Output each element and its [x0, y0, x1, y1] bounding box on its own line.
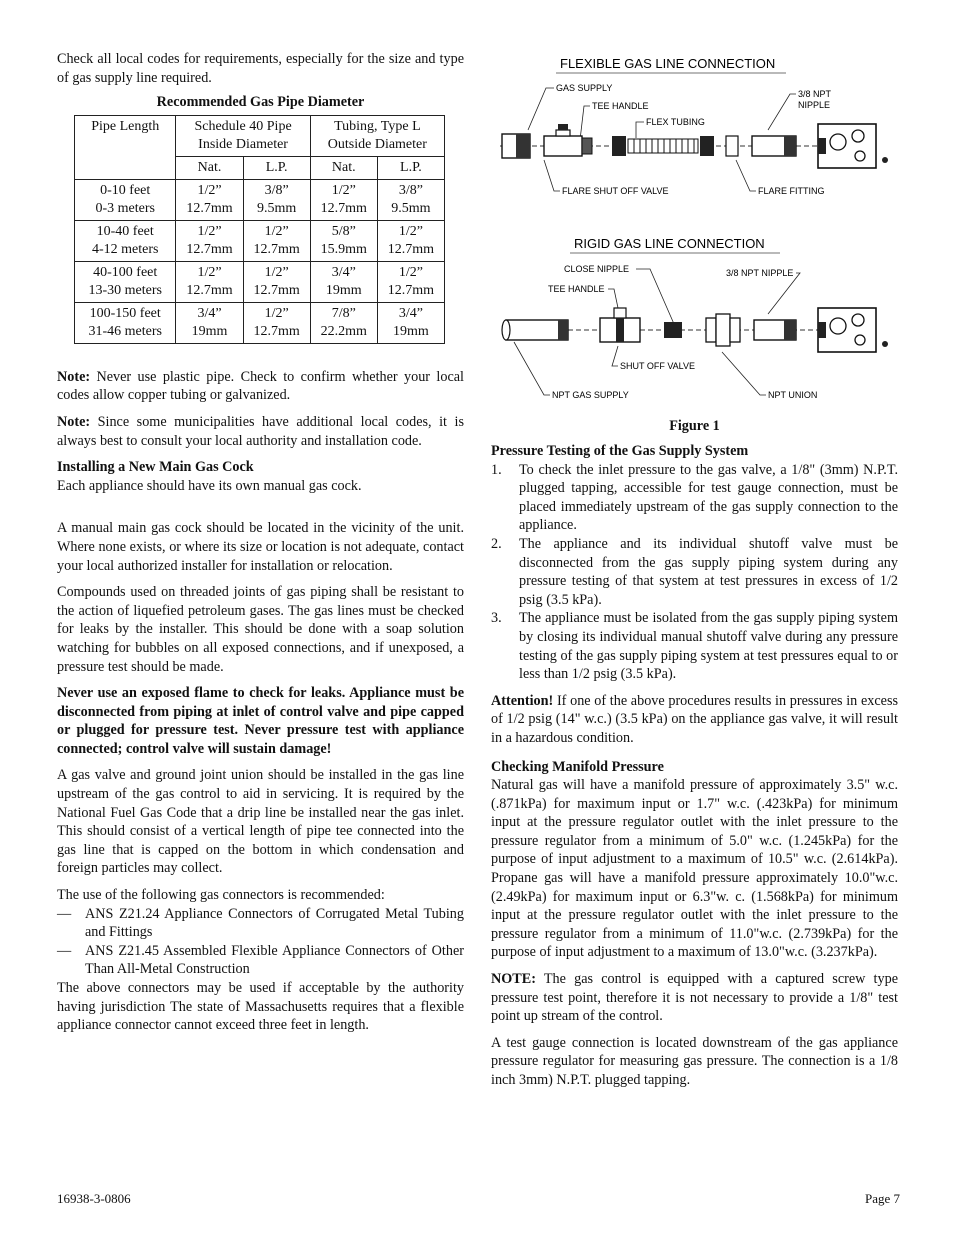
table-cell: 1/2” 12.7mm	[176, 179, 243, 220]
table-cell: 1/2” 12.7mm	[243, 261, 310, 302]
subheader-cell: L.P.	[243, 156, 310, 179]
table-cell: 1/2” 12.7mm	[243, 220, 310, 261]
gas-valve-paragraph: A gas valve and ground joint union should be installed in the gas line upstream of the gas control to aid in servicing. It is required by the National Fuel Gas Code that a drip line be installed near the gas inlet. This should consist of a vertical length of pipe tee connected into the gas line that is capped on the bottom in which condensation and foreign particles may collect.	[57, 767, 464, 877]
header-pipe-length: Pipe Length	[75, 115, 176, 179]
figure-1	[500, 52, 900, 412]
pressure-testing-heading: Pressure Testing of the Gas Supply System	[491, 443, 749, 459]
note-plastic-pipe: Note: Never use plastic pipe. Check to confirm whether your local codes allow copper tubing or galvanized.	[57, 368, 464, 404]
table-row	[75, 302, 445, 343]
subheader-cell: Nat.	[310, 156, 377, 179]
label-flare-shutoff: FLARE SHUT OFF VALVE	[562, 186, 669, 196]
manual-gas-cock-paragraph: A manual main gas cock should be located in the vicinity of the unit. Where none exists, or where its size or location is not adequate, contact your local authorized installer for installation or relocation.	[57, 520, 464, 574]
table-cell: 1/2” 12.7mm	[377, 261, 444, 302]
label-flex-tubing: FLEX TUBING	[646, 117, 705, 127]
table-cell: 3/8” 9.5mm	[377, 179, 444, 220]
pipe-length-cell: 10-40 feet 4-12 meters	[75, 220, 176, 261]
table-cell: 3/4” 19mm	[176, 302, 243, 343]
list-item: 3. The appliance must be isolated from the gas supply piping system by closing its individual manual shutoff valve during any pressure testing of the gas supply piping system at test pressures equal to or less than 1/2 psig (3.5 kPa).	[491, 610, 898, 683]
pipe-length-cell: 100-150 feet 31-46 meters	[75, 302, 176, 343]
connectors-intro: The use of the following gas connectors is recommended:	[57, 887, 385, 904]
document-number: 16938-3-0806	[57, 1191, 131, 1206]
table-header-row	[75, 115, 445, 156]
table-cell: 7/8” 22.2mm	[310, 302, 377, 343]
compounds-paragraph: Compounds used on threaded joints of gas piping shall be resistant to the action of liquefied petroleum gases. The gas lines must be checked for leaks by the installer. This should be done with a soap solution watching for bubbles on all exposed connections, and if unexposed, a pressure test should be made.	[57, 584, 464, 675]
note-local-codes: Note: Since some municipalities have additional local codes, it is always best to consult your local authority and installation code.	[57, 413, 464, 449]
label-shutoff-valve: SHUT OFF VALVE	[620, 361, 696, 371]
gas-cock-heading: Installing a New Main Gas Cock	[57, 459, 254, 476]
table-cell: 1/2” 12.7mm	[176, 220, 243, 261]
table-cell: 3/4” 19mm	[310, 261, 377, 302]
attention-paragraph: Attention! If one of the above procedures results in pressures in excess of 1/2 psig (14" w.c.) (3.5 kPa) on the appliance gas valve, it will result in a hazardous condition.	[491, 692, 898, 746]
label-npt-nipple: 3/8 NPT NIPPLE	[726, 268, 794, 278]
label-npt-union: NPT UNION	[768, 390, 818, 400]
list-item: — ANS Z21.24 Appliance Connectors of Corrugated Metal Tubing and Fittings	[57, 905, 464, 941]
npt-gas-supply-pipe	[502, 320, 568, 340]
manifold-heading: Checking Manifold Pressure	[491, 758, 664, 775]
header-tubing: Tubing, Type L Outside Diameter	[310, 115, 444, 156]
left-column	[57, 50, 464, 1043]
flex-title: FLEXIBLE GAS LINE CONNECTION	[560, 56, 776, 71]
pressure-testing-steps	[491, 461, 898, 684]
table-row	[75, 220, 445, 261]
gas-pipe-table	[74, 115, 445, 344]
gas-cock-paragraph: Each appliance should have its own manual gas cock.	[57, 477, 362, 494]
table-row	[75, 179, 445, 220]
label-close-nipple: CLOSE NIPPLE	[564, 264, 630, 274]
pipe-length-cell: 40-100 feet 13-30 meters	[75, 261, 176, 302]
gas-control-valve	[818, 124, 888, 168]
close-nipple	[664, 322, 682, 338]
table-caption: Recommended Gas Pipe Diameter	[156, 94, 365, 111]
table-cell: 5/8” 15.9mm	[310, 220, 377, 261]
flex-tubing-nut	[612, 136, 626, 156]
table-cell: 1/2” 12.7mm	[377, 220, 444, 261]
table-cell: 3/8” 9.5mm	[243, 179, 310, 220]
table-cell: 1/2” 12.7mm	[176, 261, 243, 302]
label-npt-nipple-1: 3/8 NPT	[798, 89, 832, 99]
list-item: — ANS Z21.45 Assembled Flexible Appliance Connectors of Other Than All-Metal Construction	[57, 942, 464, 978]
label-gas-supply: GAS SUPPLY	[556, 83, 613, 93]
gas-connection-diagram	[500, 52, 900, 412]
npt-union	[706, 314, 740, 346]
label-npt-gas-supply: NPT GAS SUPPLY	[552, 390, 629, 400]
table-row	[75, 261, 445, 302]
table-cell: 1/2” 12.7mm	[243, 302, 310, 343]
right-column	[491, 442, 898, 1098]
page-number: Page 7	[864, 1191, 900, 1206]
subheader-cell: L.P.	[377, 156, 444, 179]
manifold-paragraph: Natural gas will have a manifold pressure of approximately 3.5" w.c. (.871kPa) for maximum input or 1.7" w.c. (.423kPa) for minimum input at the pressure regulator outlet with the inlet pressure to the pressure regulator from a minimum of 5.0" w.c. (1.245kPa) for the purpose of input adjustment to a maximum of 10.5" w.c. (2.614kPa). Propane gas will have a manifold pressure approximately 10.0"w.c. (2.49kPa) for maximum input or 6.3"w. c. (1.568kPa) for minimum input at the pressure regulator outlet with the inlet pressure to the pressure regulator from a minimum of 11.0"w.c. (2.739kPa) for the purpose of input adjustment to a maximum of 13.0"w.c. (3.237kPa).	[491, 777, 898, 961]
connectors-outro: The above connectors may be used if acceptable by the authority having jurisdiction The state of Massachusetts requires that a flexible appliance connector cannot exceed three feet in length.	[57, 980, 464, 1034]
flare-fitting	[726, 136, 738, 156]
leak-warning: Never use an exposed flame to check for leaks. Appliance must be disconnected from piping at inlet of control valve and pipe capped or plugged for pressure test. Never pressure test with appliance connected; control valve will sustain damage!	[57, 685, 464, 757]
pipe-length-cell: 0-10 feet 0-3 meters	[75, 179, 176, 220]
shutoff-valve	[600, 308, 640, 342]
test-gauge-paragraph: A test gauge connection is located downstream of the gas appliance pressure regulator for measuring gas pressure. The connection is a 1/8 inch 3mm) N.P.T. plugged tapping.	[491, 1034, 898, 1088]
table-cell: 3/4” 19mm	[377, 302, 444, 343]
list-item: 2. The appliance and its individual shutoff valve must be disconnected from the gas supply piping system during any pressure testing of that system at test pressures in excess of 1/2 psig (3.5 kPa).	[491, 535, 898, 608]
gas-control-valve-rigid	[818, 308, 888, 352]
connectors-list	[57, 905, 464, 979]
list-item: 1. To check the inlet pressure to the gas valve, a 1/8" (3mm) N.P.T. plugged tapping, accessible for test gauge connection, must be placed immediately upstream of the gas supply connection to the appliance.	[491, 461, 898, 534]
table-cell: 1/2” 12.7mm	[310, 179, 377, 220]
rigid-title: RIGID GAS LINE CONNECTION	[574, 236, 765, 251]
intro-paragraph: Check all local codes for requirements, especially for the size and type of gas supply line required.	[57, 51, 464, 86]
subheader-cell: Nat.	[176, 156, 243, 179]
label-tee-handle-rigid: TEE HANDLE	[548, 284, 605, 294]
flex-tubing	[628, 139, 698, 153]
label-npt-nipple-2: NIPPLE	[798, 100, 831, 110]
label-flare-fitting: FLARE FITTING	[758, 186, 825, 196]
note-captured-screw: NOTE: The gas control is equipped with a captured screw type pressure test point, therefore it is not necessary to provide a 1/8" test point up stream of the control.	[491, 971, 898, 1025]
label-tee-handle: TEE HANDLE	[592, 101, 649, 111]
header-schedule-40: Schedule 40 Pipe Inside Diameter	[176, 115, 310, 156]
figure-caption: Figure 1	[669, 418, 720, 434]
flare-valve-body	[544, 136, 582, 156]
